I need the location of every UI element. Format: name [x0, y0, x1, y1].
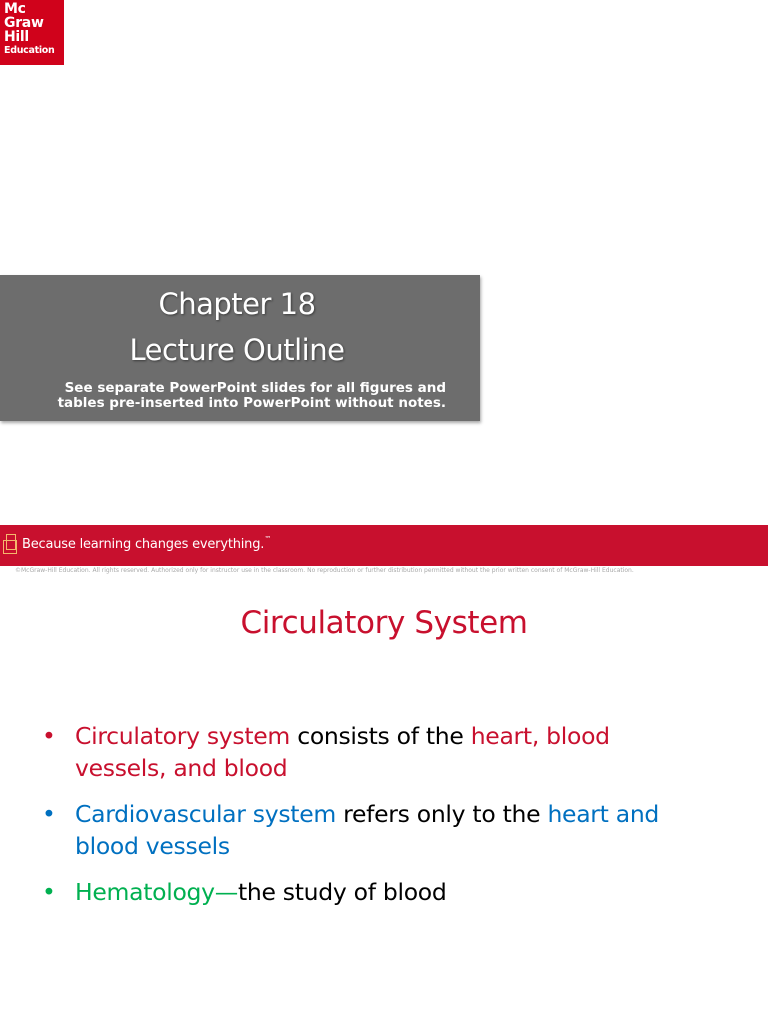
bullet-text: the study of blood [237, 878, 447, 906]
bullet-marker: • [42, 800, 56, 828]
chapter-title-box [0, 275, 480, 421]
term-circulatory-system: Circulatory system [75, 722, 291, 750]
chapter-title: Chapter 18 [158, 287, 316, 321]
banner-tagline [22, 537, 271, 552]
logo-line-1: Mc [4, 1, 26, 17]
term-cardiovascular-system: Cardiovascular system [75, 800, 336, 828]
logo-line-2: Graw [4, 15, 44, 31]
brand-banner [0, 525, 768, 566]
copyright-notice: ©McGraw-Hill Education. All rights reserved. Authorized only for instructor use in the classroom. No reproduction or further distribution permitted without the prior written consent of McGraw-Hill Education. [15, 567, 634, 574]
term-highlight: heart, blood vessels, and blood [75, 722, 610, 782]
mcgraw-hill-logo [0, 0, 64, 65]
trademark-symbol: ™ [264, 535, 271, 543]
bullet-text: refers only to the [335, 800, 548, 828]
cover-subtitle: See separate PowerPoint slides for all figures and tables pre-inserted into PowerPoint without notes. [57, 380, 446, 411]
term-highlight: heart and blood vessels [75, 800, 660, 860]
lecture-outline-title: Lecture Outline [129, 333, 345, 367]
logo-line-3: Hill [4, 29, 29, 45]
bullet-text: consists of the [290, 722, 471, 750]
bullet-item [42, 798, 702, 862]
bullet-item [42, 720, 702, 784]
term-hematology: Hematology— [75, 878, 238, 906]
tagline-text: Because learning changes everything. [22, 537, 265, 552]
bullet-marker: • [42, 722, 56, 750]
brand-mark-icon-secondary [3, 540, 17, 554]
bullet-list [42, 720, 702, 922]
bullet-item [42, 876, 702, 908]
logo-line-4: Education [4, 45, 55, 56]
slide-title: Circulatory System [240, 605, 528, 641]
bullet-marker: • [42, 878, 56, 906]
